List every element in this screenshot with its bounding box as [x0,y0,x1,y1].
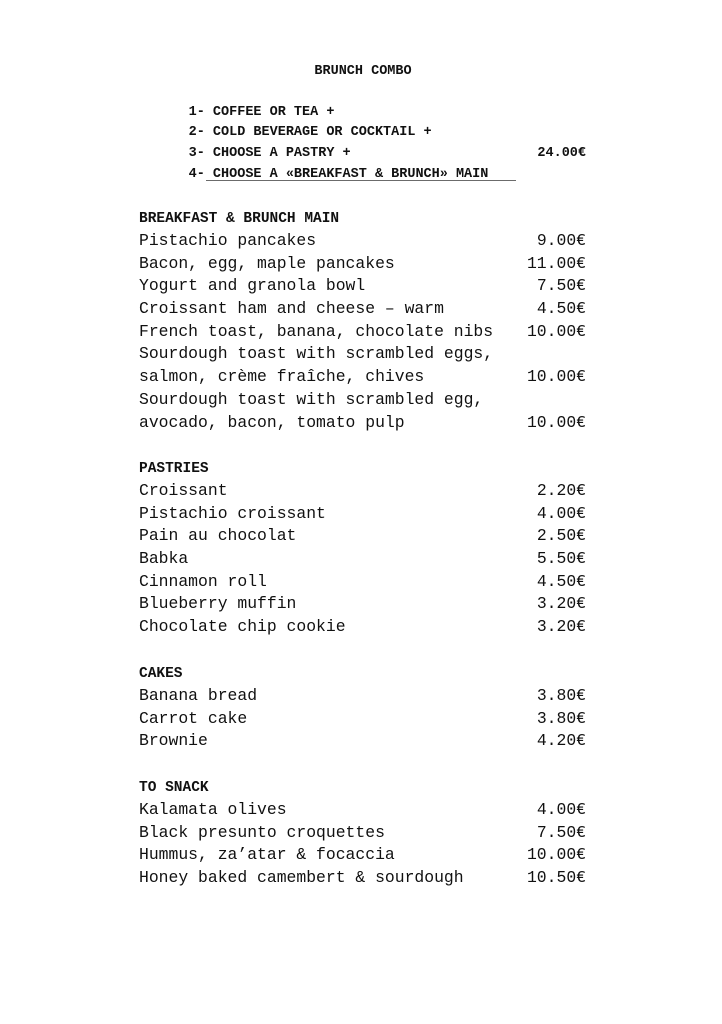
item-price: 3.80€ [536,708,586,728]
item-name: Yogurt and granola bowl [139,276,366,296]
item-name: Pistachio pancakes [139,231,317,250]
menu-item [139,480,586,503]
combo-step-text: 4- CHOOSE A «BREAKFAST & BRUNCH» MAIN [188,166,489,182]
menu-item [139,593,586,616]
item-name: Pain au chocolat [139,526,297,546]
menu-item [139,799,586,822]
item-price: 10.00€ [526,367,586,387]
menu-item [139,616,586,639]
item-price: 4.50€ [536,299,586,319]
menu-item [139,685,586,708]
item-name: Kalamata olives [139,800,287,819]
item-price: 9.00€ [536,231,586,250]
item-price: 10.50€ [526,868,586,888]
item-price: 3.20€ [536,594,586,614]
section-title: PASTRIES [139,461,209,477]
section-title: CAKES [139,666,183,682]
menu-item [139,822,586,845]
item-name: Chocolate chip cookie [139,617,346,637]
section-cakes [139,663,586,753]
menu-item [139,412,586,435]
menu-item [139,343,586,366]
item-name: Sourdough toast with scrambled eggs, [139,344,494,364]
combo-step-text: 2- COLD BEVERAGE OR COCKTAIL + [188,125,432,141]
item-price: 4.20€ [536,731,586,751]
menu-item [139,275,586,298]
item-name: Blueberry muffin [139,594,297,614]
item-name: Cinnamon roll [139,571,267,591]
item-name: Carrot cake [139,708,248,728]
item-price: 10.00€ [526,321,586,341]
menu-item [139,730,586,753]
item-name: Croissant ham and cheese – warm [139,299,444,319]
item-name: Sourdough toast with scrambled egg, [139,389,484,409]
item-price: 10.00€ [526,412,586,432]
menu-item [139,548,586,571]
item-name: Banana bread [139,686,258,705]
section-title: BREAKFAST & BRUNCH MAIN [139,211,340,227]
combo-step [140,103,586,141]
item-price: 3.20€ [536,617,586,637]
item-name: Honey baked camembert & sourdough [139,868,464,888]
menu-item [139,571,586,594]
divider-line [206,180,516,181]
combo-step [140,82,586,120]
combo-step-text: 3- CHOOSE A PASTRY + [188,146,351,162]
item-name: salmon, crème fraîche, chives [139,367,425,387]
menu-item [139,230,586,253]
menu-item [139,708,586,731]
item-price: 4.50€ [536,571,586,591]
item-name: Bacon, egg, maple pancakes [139,253,395,273]
combo-price: 24.00€ [537,146,586,162]
brunch-combo [140,62,586,182]
menu-item [139,321,586,344]
item-price: 5.50€ [536,549,586,569]
item-price: 4.00€ [536,800,586,819]
menu-item [139,366,586,389]
item-name: Croissant [139,481,228,500]
item-price: 4.00€ [536,503,586,523]
item-name: Black presunto croquettes [139,822,385,842]
item-name: Pistachio croissant [139,503,326,523]
item-price: 7.50€ [536,822,586,842]
item-name: avocado, bacon, tomato pulp [139,412,405,432]
item-price: 7.50€ [536,276,586,296]
item-price: 11.00€ [526,253,586,273]
section-pastries [139,458,586,639]
item-price: 10.00€ [526,845,586,865]
menu-item [139,525,586,548]
item-name: Babka [139,549,189,569]
menu-item [139,867,586,890]
menu-item [139,253,586,276]
section-title: TO SNACK [139,780,209,796]
combo-title: BRUNCH COMBO [314,64,412,79]
item-name: Hummus, za’atar & focaccia [139,845,395,865]
item-name: French toast, banana, chocolate nibs [139,321,494,341]
item-price: 3.80€ [536,686,586,705]
menu-item [139,298,586,321]
item-name: Brownie [139,731,208,751]
combo-step [140,144,586,182]
menu-item [139,503,586,526]
section-snack [139,777,586,890]
section-breakfast [139,208,586,434]
menu-item [139,844,586,867]
combo-step-text: 1- COFFEE OR TEA + [188,104,335,120]
item-price: 2.50€ [536,526,586,546]
menu-item [139,389,586,412]
item-price: 2.20€ [536,481,586,500]
